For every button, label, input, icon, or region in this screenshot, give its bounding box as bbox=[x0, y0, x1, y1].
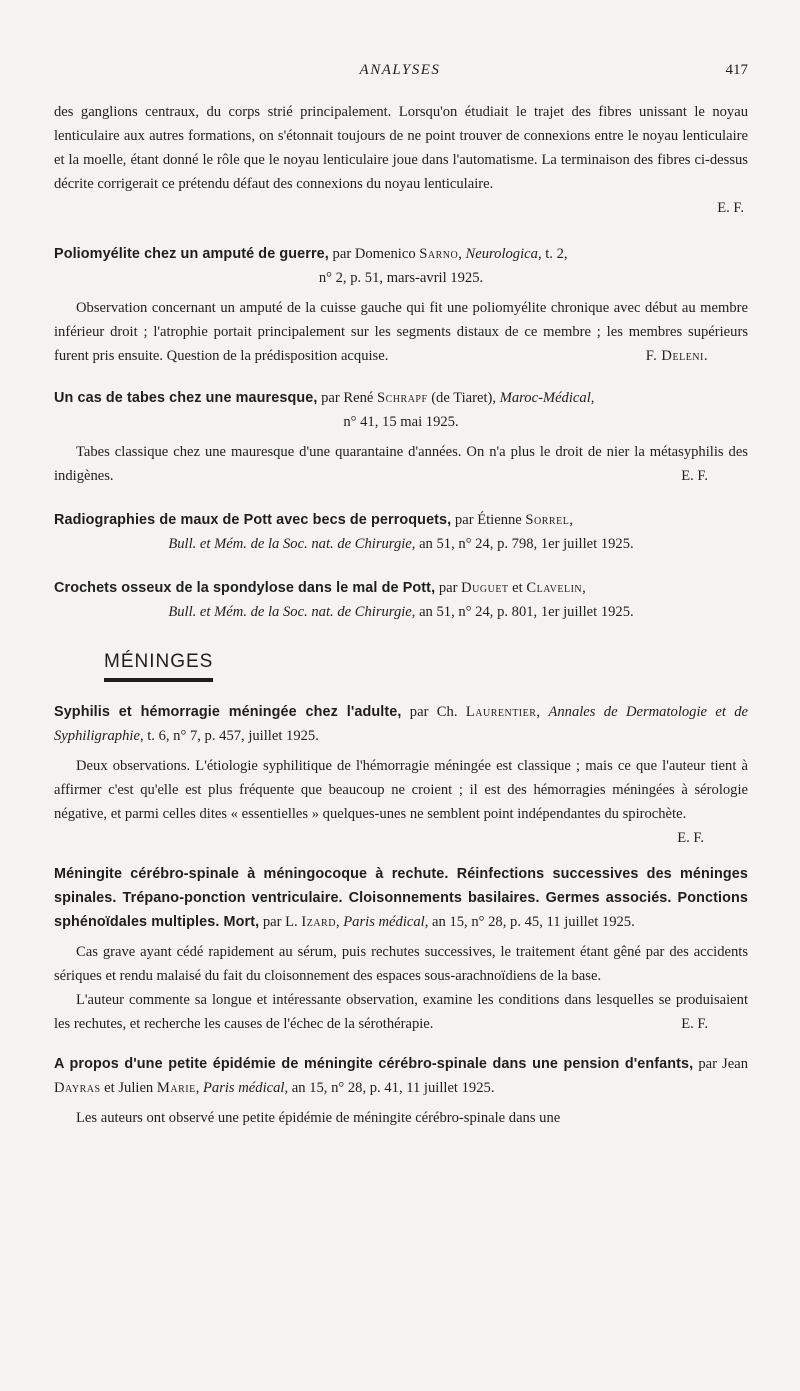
author-name: Marie bbox=[156, 1080, 196, 1096]
ref-text: , bbox=[569, 512, 573, 528]
entry-signature: E. F. bbox=[681, 1016, 708, 1032]
ref-text: par Domenico bbox=[328, 246, 420, 262]
analysis-entry-crochets bbox=[54, 576, 748, 624]
ref-text: , t. 6, n° 7, p. 457, juillet 1925. bbox=[139, 728, 319, 744]
journal-name: Annales de Dermatologie et de Syphiligraphie bbox=[54, 704, 749, 744]
entry-heading bbox=[54, 862, 748, 934]
intro-paragraph: des ganglions centraux, du corps strié principalement. Lorsqu'on étudiait le trajet des fibres unissant le noyau lenticulaire aux autres formations, on s'étonnait toujours de ne point trouver de connexions entre le noyau lenticulaire et la moelle, étant donné le rôle que le noyau lenticulaire joue dans l'automatisme. La terminaison des fibres ci-dessus décrite corrigerait ce prétendu défaut des connexions du noyau lenticulaire. bbox=[54, 104, 748, 192]
ref-text: par L. bbox=[259, 914, 302, 930]
entry-body: Les auteurs ont observé une petite épidémie de méningite cérébro-spinale dans une bbox=[76, 1110, 561, 1126]
entry-title: Crochets osseux de la spondylose dans le mal de Pott, bbox=[54, 580, 436, 596]
entry-body: Cas grave ayant cédé rapidement au sérum, puis rechutes successives, le traitement étant gêné par des accidents sériques et rendu malaisé du fait du cloisonnement des espaces sous-arachnoïdiens de la base. bbox=[54, 944, 748, 984]
analysis-entry-radiographies bbox=[54, 508, 748, 556]
ref-text: , bbox=[590, 390, 595, 406]
entry-heading bbox=[54, 1052, 748, 1100]
ref-text: et Julien bbox=[100, 1080, 157, 1096]
author-name: Sorrel bbox=[525, 512, 570, 528]
ref-text: par Ch. bbox=[401, 704, 466, 720]
author-name: Dayras bbox=[54, 1080, 101, 1096]
journal-name: Paris médical bbox=[343, 914, 425, 930]
entry-heading bbox=[54, 576, 748, 624]
author-name: Duguet bbox=[461, 580, 509, 596]
entry-body bbox=[54, 988, 748, 1036]
ref-text: par Jean bbox=[693, 1056, 748, 1072]
analysis-entry-tabes bbox=[54, 386, 748, 488]
author-name: Schrapf bbox=[377, 390, 428, 406]
ref-text: , bbox=[458, 246, 466, 262]
ref-text: par Étienne bbox=[451, 512, 526, 528]
ref-text: par René bbox=[317, 390, 378, 406]
author-name: Laurentier bbox=[465, 704, 537, 720]
ref-text: et bbox=[508, 580, 527, 596]
ref-text: , an 15, n° 28, p. 45, 11 juillet 1925. bbox=[424, 914, 635, 930]
analysis-entry-meningite-rechute bbox=[54, 862, 748, 1036]
entry-title: A propos d'une petite épidémie de méningite cérébro-spinale dans une pension d'enfants, bbox=[54, 1056, 694, 1072]
ref-text: , an 51, n° 24, p. 798, 1er juillet 1925. bbox=[411, 536, 634, 552]
ref-line bbox=[54, 532, 748, 556]
entry-signature: E. F. bbox=[677, 830, 704, 846]
ref-text: , an 51, n° 24, p. 801, 1er juillet 1925. bbox=[411, 604, 634, 620]
entry-body bbox=[54, 296, 748, 368]
analysis-entry-syphilis bbox=[54, 700, 748, 850]
entry-body-text: L'auteur commente sa longue et intéressante observation, examine les conditions dans lesquelles se produisaient les rechutes, et recherche les causes de l'échec de la sérothérapie. bbox=[54, 992, 748, 1032]
ref-text: , bbox=[536, 704, 549, 720]
ref-line: n° 41, 15 mai 1925. bbox=[343, 414, 459, 430]
page-number: 417 bbox=[725, 62, 748, 78]
page-content bbox=[54, 100, 748, 1130]
entry-body bbox=[54, 440, 748, 488]
ref-text: , bbox=[195, 1080, 203, 1096]
analysis-entry-poliomyelite bbox=[54, 242, 748, 368]
intro-signature: E. F. bbox=[717, 200, 744, 216]
running-head bbox=[52, 62, 748, 84]
ref-text: , bbox=[335, 914, 344, 930]
entry-title: Radiographies de maux de Pott avec becs de perroquets, bbox=[54, 512, 452, 528]
entry-body-text: Tabes classique chez une mauresque d'une quarantaine d'années. On n'a plus le droit de nier la métasyphilis des indigènes. bbox=[54, 444, 748, 484]
ref-text: , t. 2, bbox=[537, 246, 568, 262]
journal-name: Maroc-Médical bbox=[499, 390, 591, 406]
ref-text: par bbox=[435, 580, 462, 596]
entry-heading bbox=[54, 508, 748, 556]
journal-name: Bull. et Mém. de la Soc. nat. de Chirurgie bbox=[168, 604, 412, 620]
author-name: Clavelin bbox=[526, 580, 583, 596]
entry-signature: F. Deleni. bbox=[645, 348, 708, 364]
analysis-entry-epidemie bbox=[54, 1052, 748, 1130]
entry-title: Poliomyélite chez un amputé de guerre, bbox=[54, 246, 329, 262]
ref-text: , an 15, n° 28, p. 41, 11 juillet 1925. bbox=[284, 1080, 495, 1096]
ref-text: , bbox=[582, 580, 586, 596]
journal-name: Paris médical bbox=[202, 1080, 285, 1096]
entry-heading bbox=[54, 386, 748, 434]
entry-heading bbox=[54, 700, 748, 748]
entry-title: Méningite cérébro-spinale à méningocoque à rechute. Réinfections successives des méninges spinales. Trépano-ponction ventriculaire. Cloisonnements basilaires. Germes associés. Ponctions sphénoïdales multiples. Mort, bbox=[54, 866, 748, 930]
ref-line bbox=[54, 600, 748, 624]
entry-title: Syphilis et hémorragie méningée chez l'adulte, bbox=[54, 704, 402, 720]
entry-heading bbox=[54, 242, 748, 290]
entry-title: Un cas de tabes chez une mauresque, bbox=[54, 390, 318, 406]
section-heading: MÉNINGES bbox=[104, 650, 213, 682]
ref-line: n° 2, p. 51, mars-avril 1925. bbox=[318, 270, 484, 286]
journal-name: Neurologica bbox=[465, 246, 538, 262]
author-name: Izard bbox=[301, 914, 336, 930]
ref-text: (de Tiaret), bbox=[427, 390, 500, 406]
entry-signature: E. F. bbox=[681, 468, 708, 484]
running-title: ANALYSES bbox=[359, 62, 441, 78]
entry-body: Deux observations. L'étiologie syphilitique de l'hémorragie méningée est classique ; mais ce que l'auteur tient à affirmer c'est qu'elle est plus fréquente que beaucoup ne croient ; il est des hémorragies méningées à sérologie négative, et parmi celles dites « essentielles » quelques-unes ne semblent point indépendantes du spirochète. bbox=[54, 758, 748, 822]
entry-body-text: Observation concernant un amputé de la cuisse gauche qui fit une poliomyélite chronique avec début au membre inférieur droit ; l'atrophie portait principalement sur les segments distaux de ce membre ; les membres supérieurs furent pris ensuite. Question de la prédisposition acquise. bbox=[54, 300, 748, 364]
author-name: Sarno bbox=[419, 246, 459, 262]
journal-name: Bull. et Mém. de la Soc. nat. de Chirurgie bbox=[168, 536, 412, 552]
